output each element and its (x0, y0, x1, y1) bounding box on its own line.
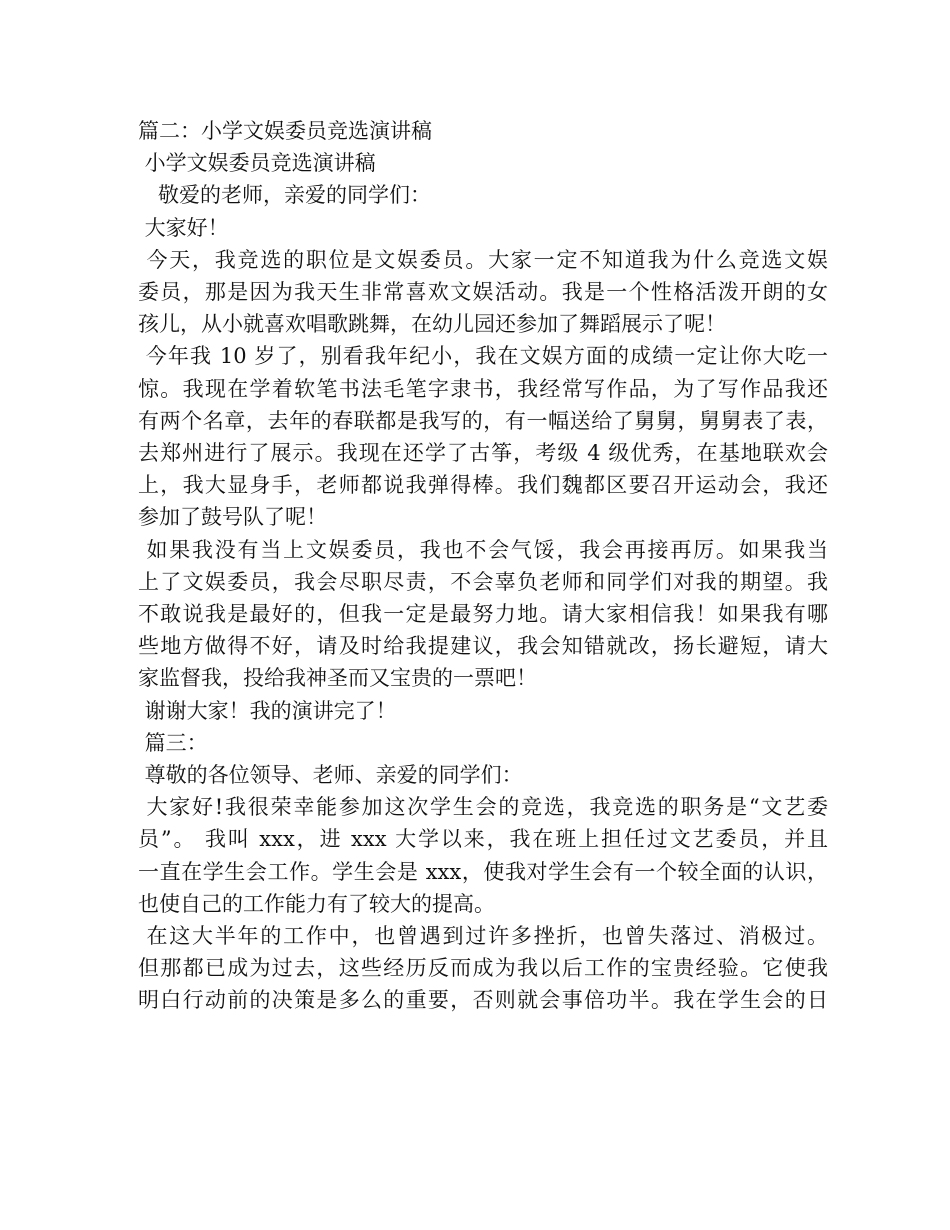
paragraph-line: 但那都已成为过去，这些经历反而成为我以后工作的宝贵经验。它使我 (138, 956, 828, 981)
paragraph-line: 上，我大显身手，老师都说我弹得棒。我们魏都区要召开运动会，我还 (138, 473, 828, 498)
paragraph-line: 不敢说我是最好的，但我一定是最努力地。请大家相信我！如果我有哪 (138, 602, 828, 627)
paragraph-line: 家监督我，投给我神圣而又宝贵的一票吧！ (138, 666, 537, 691)
paragraph-line: 如果我没有当上文娱委员，我也不会气馁，我会再接再厉。如果我当 (138, 537, 828, 562)
section-heading: 篇二：小学文娱委员竞选演讲稿 (138, 119, 432, 143)
paragraph-line: 在这大半年的工作中，也曾遇到过许多挫折，也曾失落过、消极过。 (138, 924, 828, 949)
paragraph-line: 委员，那是因为我天生非常喜欢文娱活动。我是一个性格活泼开朗的女 (138, 280, 828, 305)
salutation: 尊敬的各位领导、老师、亲爱的同学们： (138, 763, 523, 788)
paragraph-line: 也使自己的工作能力有了较大的提高。 (138, 891, 495, 916)
paragraph-line: 惊。我现在学着软笔书法毛笔字隶书，我经常写作品，为了写作品我还 (138, 376, 828, 401)
speech-title: 小学文娱委员竞选演讲稿 (138, 151, 376, 176)
paragraph-line: 员”。 我叫 xxx，进 xxx 大学以来，我在班上担任过文艺委员，并且 (138, 827, 828, 852)
paragraph-line: 一直在学生会工作。学生会是 xxx，使我对学生会有一个较全面的认识， (138, 859, 828, 884)
document-body (138, 115, 828, 1017)
salutation: 敬爱的老师，亲爱的同学们： (138, 183, 432, 208)
paragraph-line: 孩儿，从小就喜欢唱歌跳舞，在幼儿园还参加了舞蹈展示了呢！ (138, 312, 726, 337)
paragraph-line: 大家好!我很荣幸能参加这次学生会的竞选，我竞选的职务是“文艺委 (138, 795, 828, 820)
paragraph-line: 今年我 10 岁了，别看我年纪小，我在文娱方面的成绩一定让你大吃一 (138, 344, 828, 369)
paragraph-line: 明白行动前的决策是多么的重要，否则就会事倍功半。我在学生会的日 (138, 988, 828, 1013)
paragraph-line: 参加了鼓号队了呢！ (138, 505, 327, 530)
paragraph-line: 去郑州进行了展示。我现在还学了古筝，考级 4 级优秀，在基地联欢会 (138, 441, 828, 466)
paragraph-line: 有两个名章，去年的春联都是我写的，有一幅送给了舅舅，舅舅表了表， (138, 408, 828, 433)
section-heading: 篇三： (138, 730, 208, 755)
closing-line: 谢谢大家！我的演讲完了！ (138, 698, 397, 723)
paragraph-line: 些地方做得不好，请及时给我提建议，我会知错就改，扬长避短，请大 (138, 634, 828, 659)
paragraph-line: 上了文娱委员，我会尽职尽责，不会辜负老师和同学们对我的期望。我 (138, 569, 828, 594)
paragraph-line: 今天，我竞选的职位是文娱委员。大家一定不知道我为什么竞选文娱 (138, 247, 828, 272)
greeting: 大家好！ (138, 215, 229, 240)
